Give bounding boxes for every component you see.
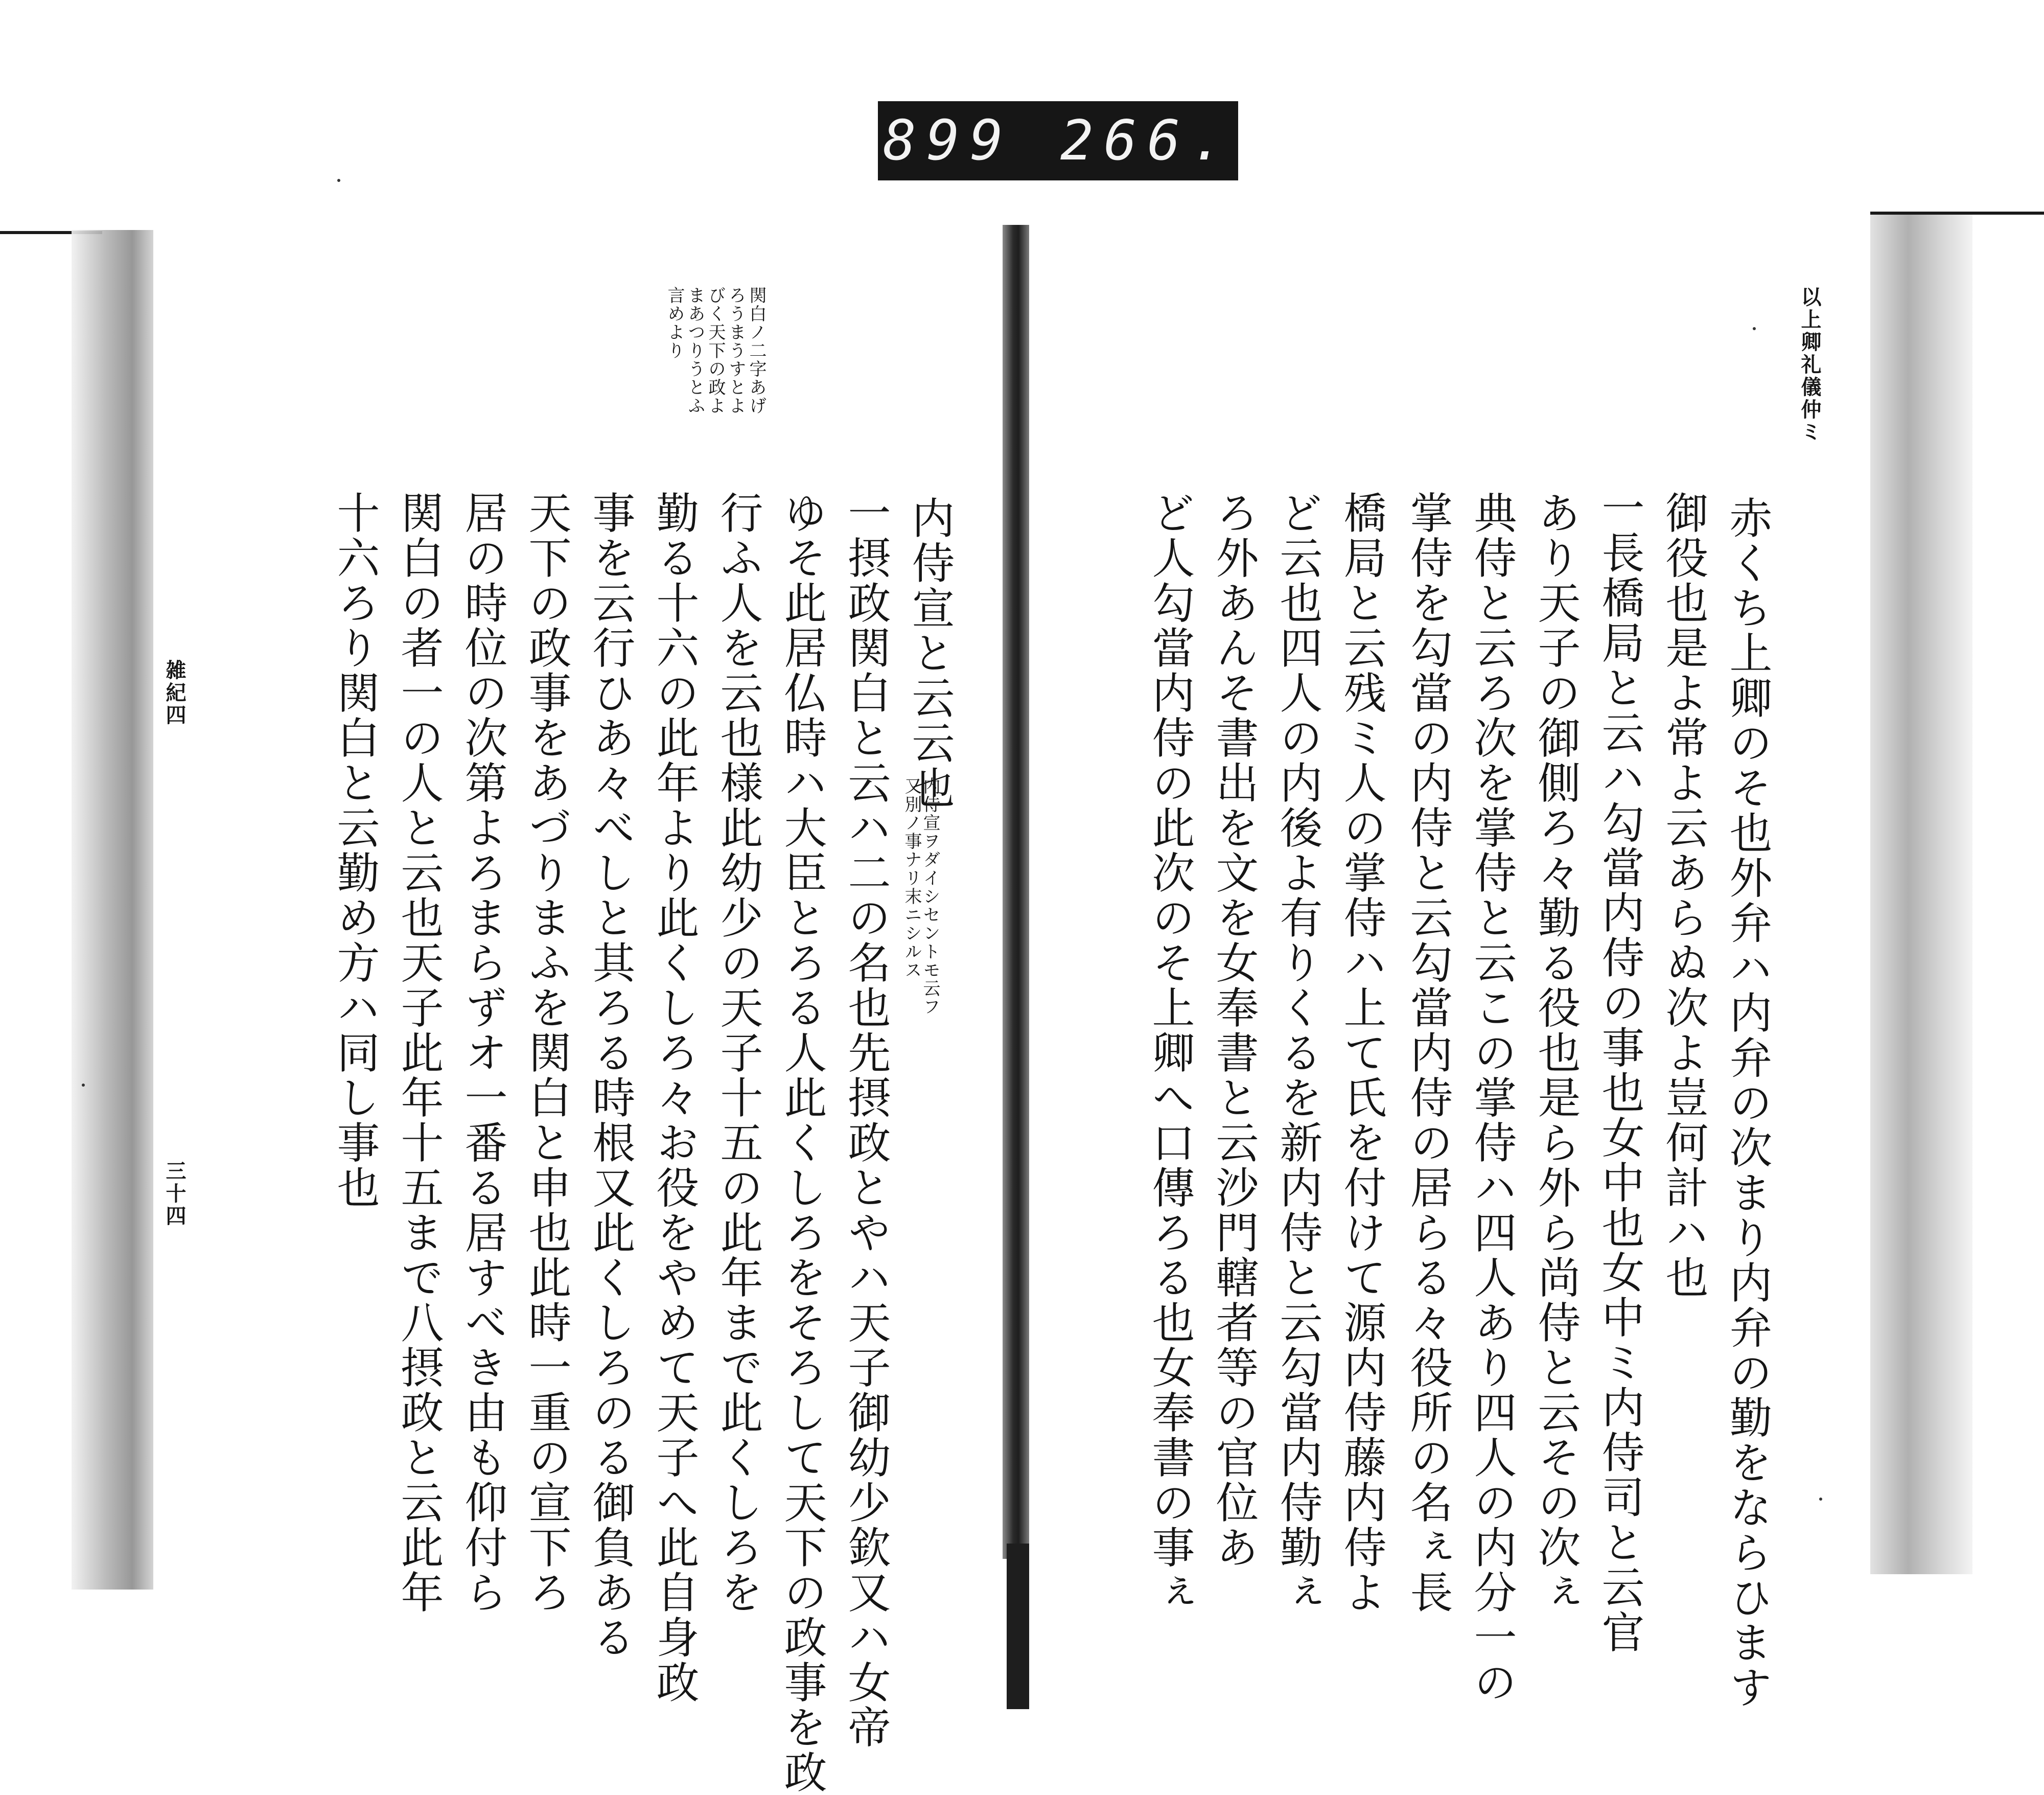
inline-note: 又別ノ事ナリ末ニシルス xyxy=(901,777,922,979)
head-note: ろうまうすとよ xyxy=(726,286,746,415)
left-text-column: 勤る十六の此年より此くしろ々お役をやめて天子へ此自身政 xyxy=(649,491,700,1705)
head-note: まあつりうとふ xyxy=(685,286,705,415)
right-text-column: 典侍と云ろ次を掌侍と云この掌侍ハ四人あり四人の内分一の xyxy=(1467,491,1517,1705)
right-text-column: あり天子の御側ろ々勤る役也是ら外ら尚侍と云その次ぇ xyxy=(1531,491,1581,1615)
spine-bottom xyxy=(1007,1544,1029,1709)
archive-label xyxy=(878,101,1238,180)
left-text-column: 一摂政関白と云ハ二の名也先摂政とやハ天子御幼少欽又ハ女帝 xyxy=(841,491,891,1750)
left-text-column: ゆそ此居仏時ハ大臣とろる人此くしろをそろして天下の政事を政 xyxy=(777,491,827,1795)
head-note: 言めより xyxy=(664,286,685,360)
left-text-column: 関白の者一の人と云也天子此年十五まで八摂政と云此年 xyxy=(394,491,444,1615)
right-text-column: 掌侍を勾當の内侍と云勾當内侍の居らる々役所の名ぇ長 xyxy=(1403,491,1453,1615)
page-edges-right xyxy=(1865,215,1972,1574)
right-text-column: ろ外あんそ書出を文を女奉書と云沙門轄者等の官位あ xyxy=(1209,491,1259,1570)
left-text-column: 居の時位の次第よろまらずオ一番る居すべき由も仰付ら xyxy=(458,491,508,1615)
head-note: 関白ノ二字あげ xyxy=(746,286,766,415)
left-text-column: 十六ろり関白と云勤め方ハ同し事也 xyxy=(330,491,380,1210)
right-text-column: ど人勾當内侍の此次のそ上卿へ口傳ろる也女奉書の事ぇ xyxy=(1145,491,1195,1615)
scan-speck xyxy=(1819,1498,1822,1501)
inline-note: 内侍宣ヲダイシセントモ云フ xyxy=(920,777,940,1016)
page-edges-left xyxy=(72,230,158,1590)
book-gutter xyxy=(1003,225,1029,1559)
right-text-column: 橋局と云残ミ人の掌侍ハ上て氏を付けて源内侍藤内侍よ xyxy=(1337,491,1387,1615)
label-number-left: 899 xyxy=(883,109,1014,173)
left-text-column: 天下の政事をあづりまふを関白と申也此時一重の宣下ろ xyxy=(522,491,572,1615)
right-text-column: 御役也是よ常よ云あらぬ次よ豈何計ハ也 xyxy=(1659,491,1709,1300)
label-number-right: 266. xyxy=(1060,109,1234,173)
scan-speck xyxy=(1753,327,1756,330)
right-text-column: 赤くち上卿のそ也外弁ハ内弁の次まり内弁の勤をならひます xyxy=(1723,496,1773,1710)
left-text-column: 内侍宣と云云也 xyxy=(905,496,955,811)
right-text-column: ど云也四人の内後よ有りくるを新内侍と云勾當内侍勤ぇ xyxy=(1273,491,1323,1615)
running-foot-left: 雑紀四 xyxy=(162,659,187,727)
right-text-column: 一長橋局と云ハ勾當内侍の事也女中也女中ミ内侍司と云官 xyxy=(1595,486,1645,1655)
running-head-right: 以上卿礼儀仲ミ xyxy=(1798,286,1822,444)
left-text-column: 事を云行ひあ々べしと其ろる時根又此くしろのる御負ある xyxy=(586,491,636,1660)
head-note: びく天下の政よ xyxy=(705,286,726,415)
scan-speck xyxy=(337,179,340,182)
page-number: 三十四 xyxy=(162,1160,187,1228)
left-text-column: 行ふ人を云也様此幼少の天子十五の此年まで此くしろを xyxy=(713,491,763,1615)
scan-speck xyxy=(82,1084,85,1087)
